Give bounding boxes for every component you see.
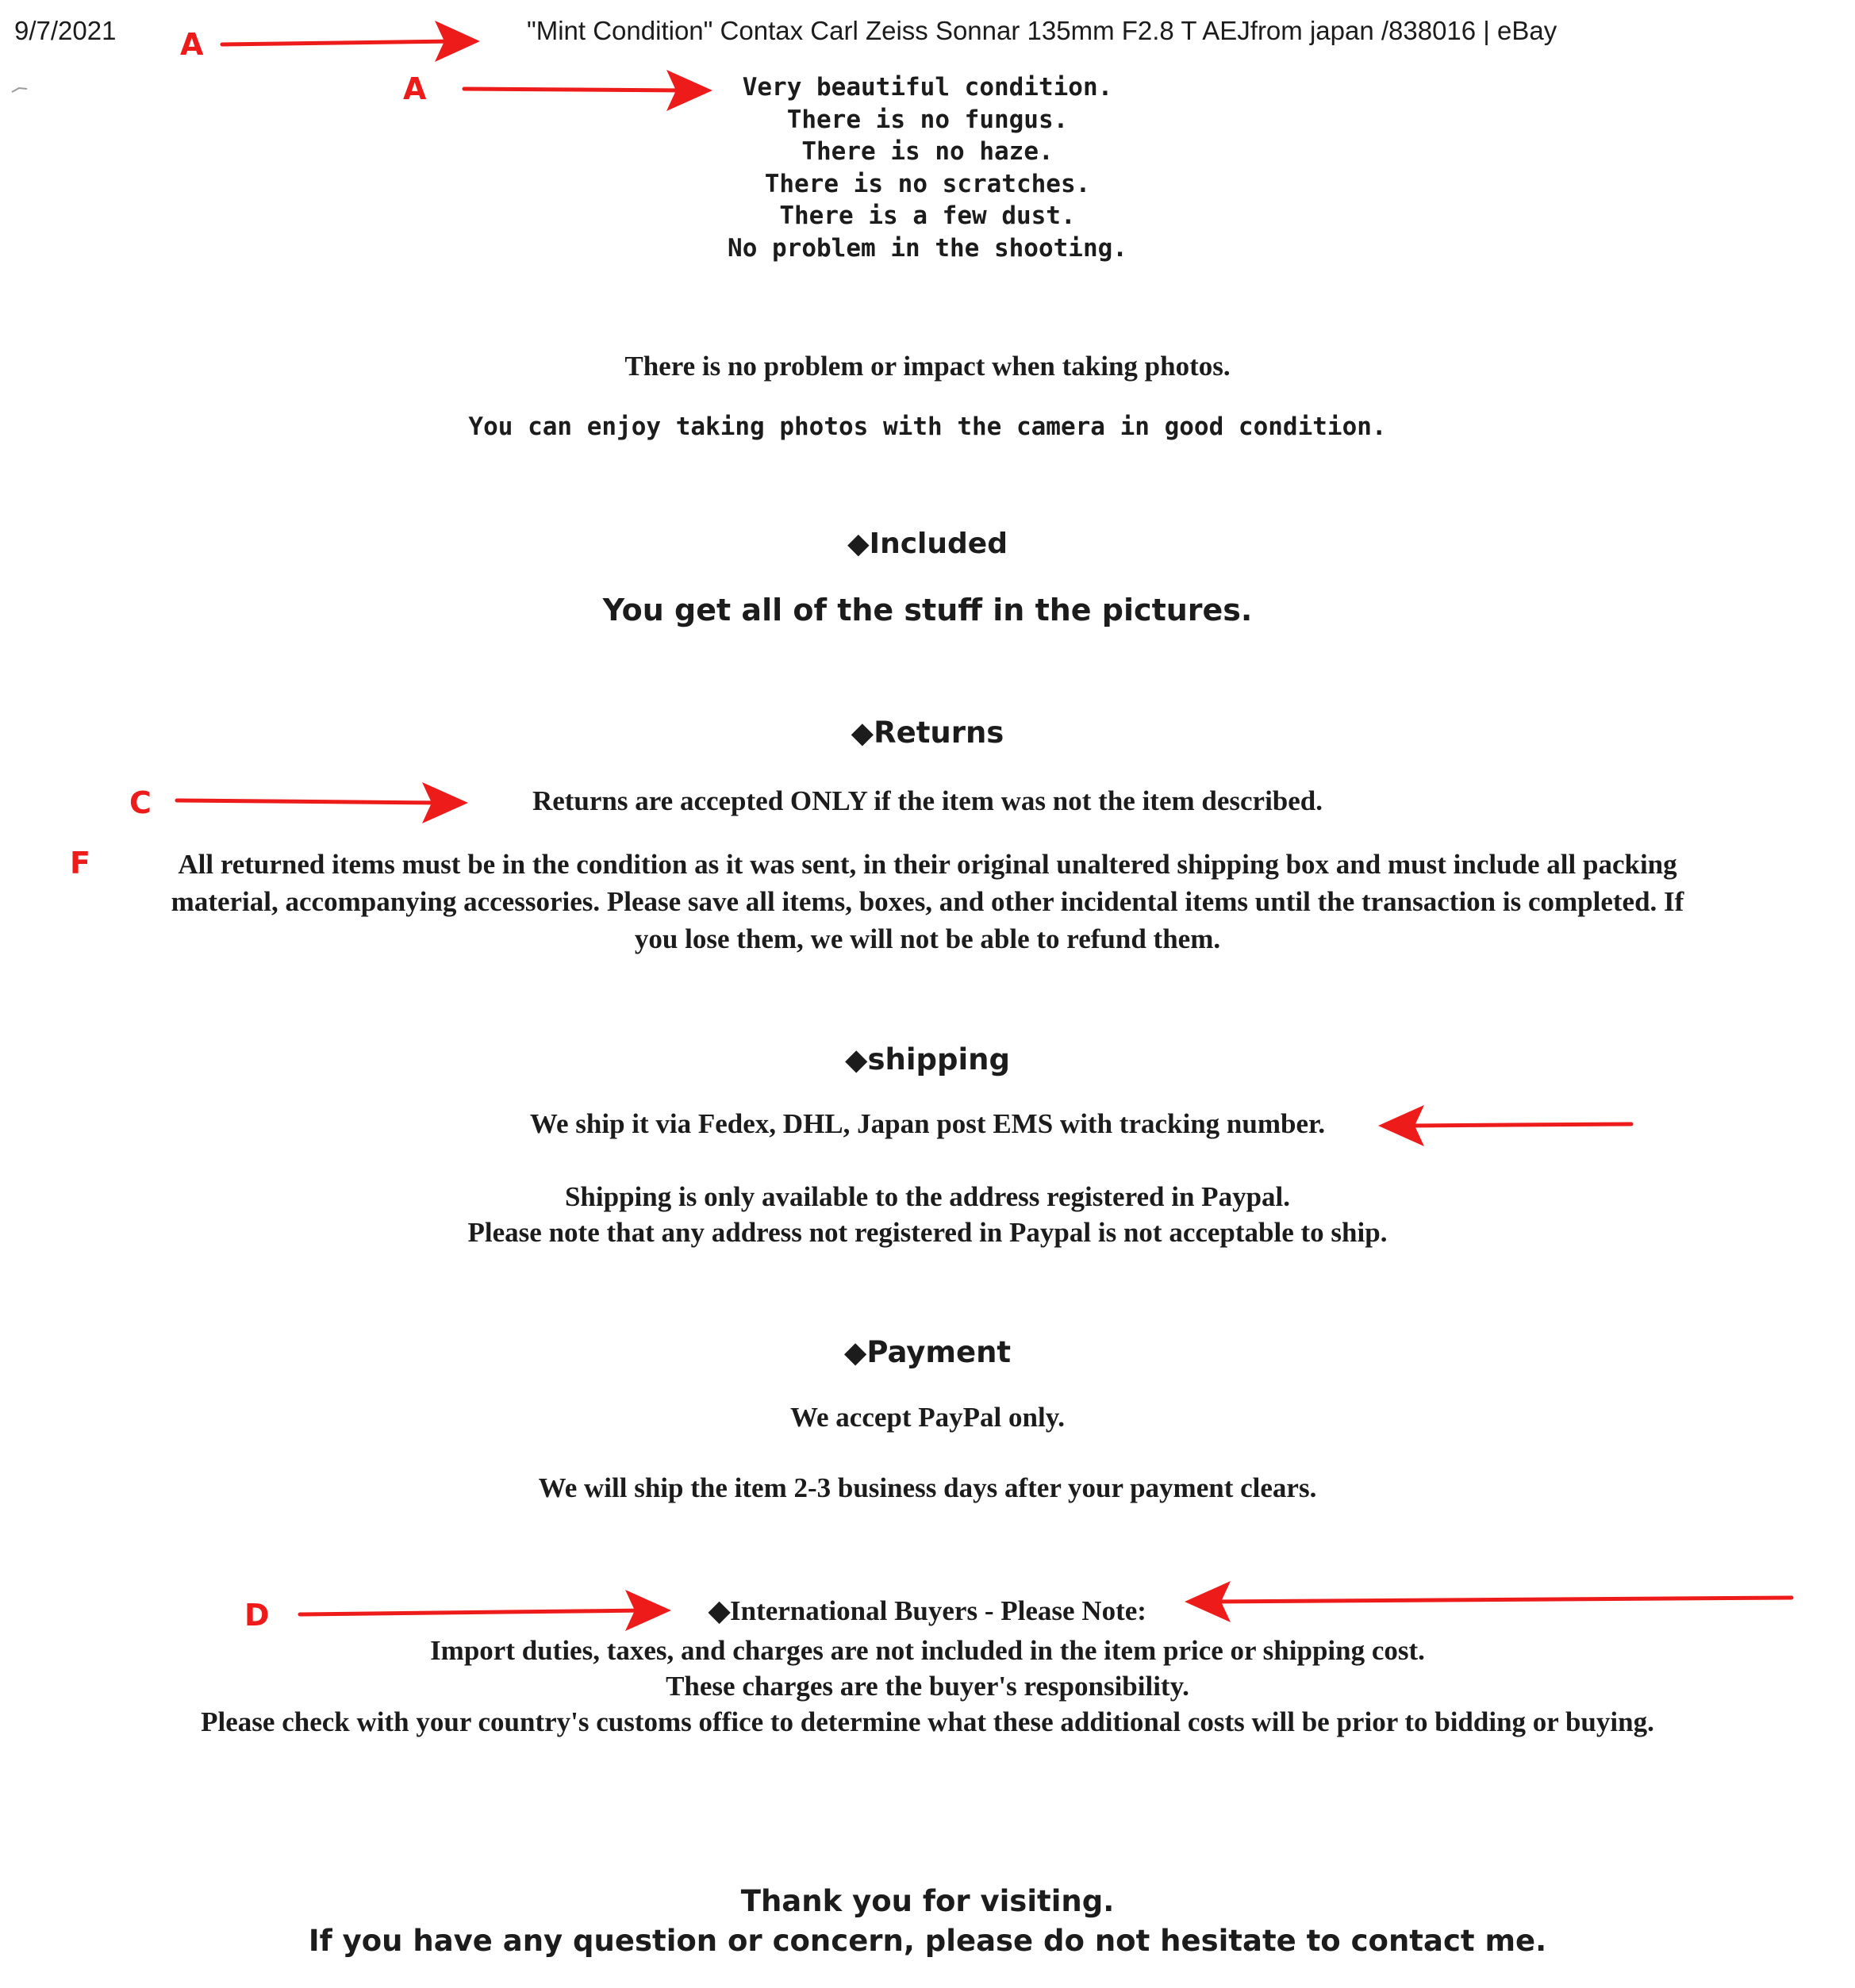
payment-accept: We accept PayPal only. xyxy=(789,1402,1066,1433)
condition-line: Very beautiful condition. xyxy=(742,73,1113,102)
international-line: Please check with your country's customs office to determine what these additional costs will be prior to bidding or buying. xyxy=(201,1706,1654,1737)
condition-line: There is a few dust. xyxy=(779,201,1076,230)
returns-policy-line: All returned items must be in the condition as it was sent, in their original unaltered shipping box and must include all packing xyxy=(178,849,1677,880)
condition-line: There is no scratches. xyxy=(764,169,1091,198)
print-date: 9/7/2021 xyxy=(14,16,117,45)
returns-policy-line: you lose them, we will not be able to refund them. xyxy=(634,923,1221,954)
condition-line: There is no fungus. xyxy=(786,105,1069,134)
international-heading: ◆International Buyers - Please Note: xyxy=(709,1595,1146,1626)
payment-timing: We will ship the item 2-3 business days after your payment clears. xyxy=(538,1472,1317,1503)
international-line: These charges are the buyer's responsibility. xyxy=(666,1671,1189,1702)
annotation-label-c: C xyxy=(129,785,152,820)
enjoy-note: You can enjoy taking photos with the camera in good condition. xyxy=(468,413,1387,441)
payment-heading: ◆Payment xyxy=(843,1335,1012,1369)
annotation-label-a: A xyxy=(180,27,204,62)
shipping-address xyxy=(0,1179,1855,1250)
condition-line: There is no haze. xyxy=(801,137,1054,166)
annotation-label-a: A xyxy=(403,71,427,106)
annotation-arrow xyxy=(222,21,480,62)
annotation-label-f: F xyxy=(70,846,90,881)
returns-policy xyxy=(0,846,1855,958)
shipping-address-line: Please note that any address not registered in Paypal is not acceptable to ship. xyxy=(467,1217,1388,1248)
condition-line: No problem in the shooting. xyxy=(728,233,1127,263)
annotation-label-d: D xyxy=(244,1598,270,1633)
included-heading: ◆Included xyxy=(847,528,1008,560)
condition-list xyxy=(0,71,1855,264)
shipping-address-line: Shipping is only available to the address registered in Paypal. xyxy=(564,1181,1291,1212)
no-problem-note: There is no problem or impact when taking photos. xyxy=(624,351,1231,382)
returns-policy-line: material, accompanying accessories. Please save all items, boxes, and other incidental items until the transaction is completed. If xyxy=(171,886,1684,917)
page-title: "Mint Condition" Contax Carl Zeiss Sonnar 135mm F2.8 T AEJfrom japan /838016 | eBay xyxy=(527,16,1557,45)
closing-thanks: Thank you for visiting. xyxy=(740,1884,1115,1918)
shipping-carriers: We ship it via Fedex, DHL, Japan post EMS with tracking number. xyxy=(529,1108,1326,1139)
shipping-heading: ◆shipping xyxy=(845,1042,1010,1077)
international-line: Import duties, taxes, and charges are not included in the item price or shipping cost. xyxy=(430,1635,1425,1666)
international-notes xyxy=(0,1633,1855,1740)
returns-heading: ◆Returns xyxy=(851,716,1004,750)
closing-contact: If you have any question or concern, please do not hesitate to contact me. xyxy=(308,1924,1547,1958)
included-text: You get all of the stuff in the pictures. xyxy=(602,593,1253,627)
returns-accepted: Returns are accepted ONLY if the item was not the item described. xyxy=(532,785,1323,816)
